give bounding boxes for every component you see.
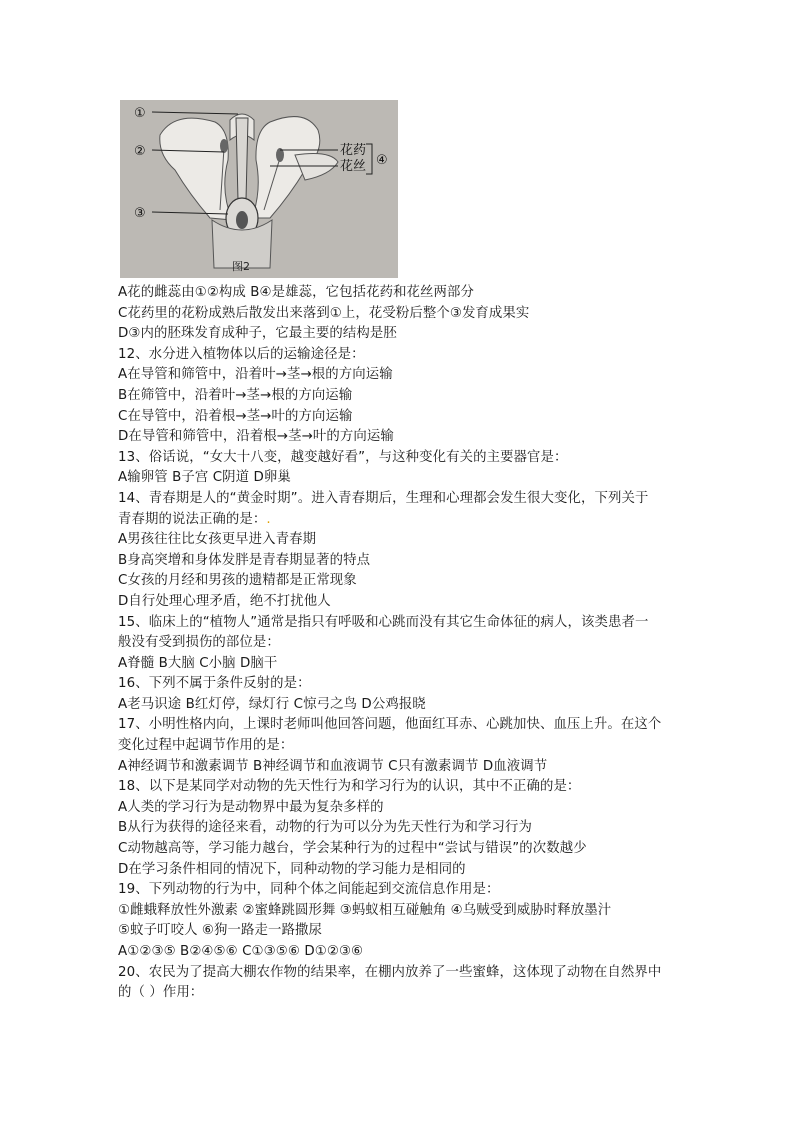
text-line: C花药里的花粉成熟后散发出来落到①上，花受粉后整个③发育成果实 [118,305,530,321]
text-line: D③内的胚珠发育成种子，它最主要的结构是胚 [118,326,397,342]
text-line: A花的雌蕊由①②构成 B④是雄蕊，它包括花药和花丝两部分 [118,285,475,300]
text-line: D自行处理心理矛盾，绝不打扰他人 [118,593,331,609]
text-line: A人类的学习行为是动物界中最为复杂多样的 [118,799,384,815]
question-19: 19、下列动物的行为中，同种个体之间能起到交流信息作用是： [118,882,500,898]
text-line: C在导管中，沿着根→茎→叶的方向运输 [118,408,353,424]
text-line: 青春期的说法正确的是：. [118,511,271,527]
text-line: D在导管和筛管中，沿着根→茎→叶的方向运输 [118,429,394,445]
text-line: A在导管和筛管中，沿着叶→茎→根的方向运输 [118,367,393,383]
flower-structure-figure [120,100,398,278]
figure-caption: 图2 [232,260,250,273]
text-line: A老马识途 B红灯停，绿灯行 C惊弓之鸟 D公鸡报晓 [118,696,426,712]
text-line: B从行为获得的途径来看，动物的行为可以分为先天性行为和学习行为 [118,820,533,836]
text-line: C动物越高等，学习能力越台，学会某种行为的过程中“尝试与错误”的次数越少 [118,841,587,857]
text-line: 的（ ）作用： [118,985,204,1001]
text-line: B身高突增和身体发胖是青春期显著的特点 [118,552,371,568]
question-15: 15、临床上的“植物人”通常是指只有呼吸和心跳而没有其它生命体征的病人，该类患者一 [118,614,649,630]
question-16: 16、下列不属于条件反射的是： [118,676,311,692]
text-line: B在筛管中，沿着叶→茎→根的方向运输 [118,387,353,403]
question-17: 17、小明性格内向，上课时老师叫他回答问题，他面红耳赤、心跳加快、血压上升。在这个 [118,717,662,733]
text-line: C女孩的月经和男孩的遗精都是正常现象 [118,573,357,589]
label-filament: 花丝 [340,159,367,174]
question-text [118,283,688,1004]
text-line: 变化过程中起调节作用的是： [118,738,294,754]
text-line: ⑤蚊子叮咬人 ⑥狗一路走一路撒尿 [118,923,322,939]
question-13: 13、俗话说，“女大十八变，越变越好看”，与这种变化有关的主要器官是： [118,449,568,465]
label-anther: 花药 [340,143,367,158]
flower-diagram [120,100,398,278]
question-18: 18、以下是某同学对动物的先天性行为和学习行为的认识，其中不正确的是： [118,779,581,795]
label-4: ④ [376,153,388,168]
text-line: A①②③⑤ B②④⑤⑥ C①③⑤⑥ D①②③⑥ [118,944,364,959]
label-1: ① [134,106,146,121]
question-20: 20、农民为了提高大棚农作物的结果率，在棚内放养了一些蜜蜂，这体现了动物在自然界中 [118,964,662,980]
label-3: ③ [134,206,146,221]
text-line: A男孩往往比女孩更早进入青春期 [118,532,317,548]
text-line: A脊髓 B大脑 C小脑 D脑干 [118,655,278,671]
text-line: A输卵管 B子宫 C阴道 D卵巢 [118,470,291,486]
text-line: A神经调节和激素调节 B神经调节和血液调节 C只有激素调节 D血液调节 [118,758,548,774]
label-2: ② [134,144,146,159]
text-line: 般没有受到损伤的部位是： [118,635,280,651]
text-line: ①雌蛾释放性外激素 ②蜜蜂跳圆形舞 ③蚂蚁相互碰触角 ④乌贼受到威胁时释放墨汁 [118,902,612,918]
question-14: 14、青春期是人的“黄金时期”。进入青春期后，生理和心理都会发生很大变化，下列关于 [118,490,649,506]
question-12: 12、水分进入植物体以后的运输途径是： [118,346,365,362]
text-line: D在学习条件相同的情况下，同种动物的学习能力是相同的 [118,861,466,877]
